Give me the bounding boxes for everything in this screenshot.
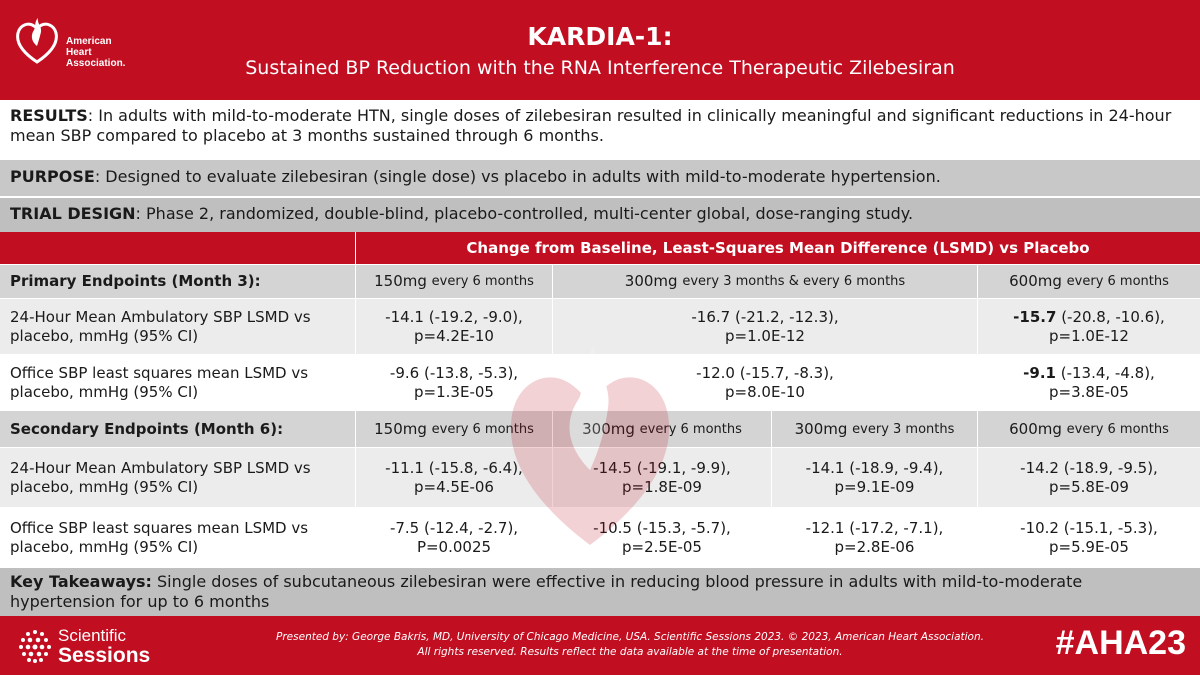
scientific-sessions-logo <box>18 626 168 671</box>
p-value: p=1.3E-05 <box>414 382 494 401</box>
results-table <box>0 232 1200 568</box>
row-label: Office SBP least squares mean LSMD vs placebo, mmHg (95% CI) <box>0 508 355 568</box>
confidence-interval: (-13.4, -4.8), <box>1055 363 1155 382</box>
data-cell <box>356 299 552 354</box>
key-takeaways-text: Single doses of subcutaneous zilebesiran were effective in reducing blood pressure in adults with mild-to-moderate hypertension for up to 6 months <box>10 572 1083 611</box>
estimate: -7.5 (-12.4, -2.7), <box>389 519 519 537</box>
p-value: p=1.0E-12 <box>1049 326 1129 345</box>
estimate: -10.5 (-15.3, -5.7), <box>593 519 731 537</box>
primary-endpoints-label: Primary Endpoints (Month 3): <box>0 265 355 298</box>
credit-line2: All rights reserved. Results reflect the data available at the time of presentation. <box>417 646 843 658</box>
data-cell <box>356 448 552 507</box>
dose: 300mg <box>582 419 635 438</box>
dot-globe-icon <box>18 628 52 664</box>
dose: 150mg <box>374 419 427 438</box>
data-cell <box>978 355 1200 410</box>
frequency: every 6 months <box>431 274 534 289</box>
hashtag: #AHA23 <box>1055 624 1186 662</box>
frequency: every 3 months & every 6 months <box>682 274 906 289</box>
data-cell <box>772 448 977 507</box>
confidence-interval: (-19.2, -9.0), <box>423 307 523 326</box>
results-text: : In adults with mild-to-moderate HTN, single doses of zilebesiran resulted in clinically meaningful and significant reductions in 24-hour mean SBP compared to placebo at 3 months sustained through 6 months. <box>10 106 1172 145</box>
data-cell <box>553 299 977 354</box>
secondary-col-header <box>978 411 1200 447</box>
confidence-interval: (-20.8, -10.6), <box>1056 307 1165 326</box>
estimate: -14.1 (-18.9, -9.4), <box>805 458 944 477</box>
dose: 300mg <box>794 419 848 438</box>
p-value: p=5.8E-09 <box>1049 477 1129 496</box>
purpose-text: : Designed to evaluate zilebesiran (single dose) vs placebo in adults with mild-to-moderate hypertension. <box>94 167 941 186</box>
dose: 600mg <box>1009 272 1062 290</box>
row-label: Office SBP least squares mean LSMD vs placebo, mmHg (95% CI) <box>0 355 355 410</box>
data-cell <box>553 448 771 507</box>
header-banner <box>0 0 1200 100</box>
secondary-col-header <box>772 411 977 447</box>
estimate: -9.1 <box>1023 363 1056 382</box>
estimate: -12.0 <box>696 363 735 382</box>
data-cell <box>553 355 977 410</box>
data-cell <box>978 508 1200 568</box>
trial-design-label: TRIAL DESIGN <box>10 204 136 223</box>
p-value: p=2.5E-05 <box>622 538 702 556</box>
row-label: 24-Hour Mean Ambulatory SBP LSMD vs placebo, mmHg (95% CI) <box>0 299 355 354</box>
primary-col-header <box>553 265 977 298</box>
estimate: -14.2 (-18.9, -9.5), <box>1020 458 1158 477</box>
p-value: p=4.5E-06 <box>414 477 494 496</box>
p-value: P=0.0025 <box>416 538 492 556</box>
frequency: every 6 months <box>431 421 534 437</box>
estimate: -9.6 <box>389 363 420 382</box>
data-cell <box>553 508 771 568</box>
row-label: 24-Hour Mean Ambulatory SBP LSMD vs placebo, mmHg (95% CI) <box>0 448 355 507</box>
estimate: -16.7 <box>691 307 731 326</box>
aha-logo-text: American Heart Association. <box>66 36 126 69</box>
frequency: every 3 months <box>852 421 955 437</box>
purpose-band <box>0 160 1200 196</box>
page-subtitle: Sustained BP Reduction with the RNA Interference Therapeutic Zilebesiran <box>245 57 955 79</box>
key-takeaways-label: Key Takeaways: <box>10 572 152 591</box>
estimate: -11.1 (-15.8, -6.4), <box>385 458 523 477</box>
presenter-credit <box>200 630 1060 660</box>
primary-col-header <box>356 265 552 298</box>
data-cell <box>978 448 1200 507</box>
estimate: -15.7 <box>1013 307 1057 326</box>
confidence-interval: (-15.7, -8.3), <box>734 363 834 382</box>
p-value: p=5.9E-05 <box>1049 538 1129 556</box>
confidence-interval: (-21.2, -12.3), <box>730 307 839 326</box>
table-header-title: Change from Baseline, Least-Squares Mean Difference (LSMD) vs Placebo <box>356 232 1200 264</box>
dose: 300mg <box>624 272 678 290</box>
results-label: RESULTS <box>10 106 88 125</box>
secondary-endpoints-label: Secondary Endpoints (Month 6): <box>0 411 355 447</box>
trial-design-band <box>0 198 1200 232</box>
p-value: p=9.1E-09 <box>834 477 915 496</box>
page-title: KARDIA-1: <box>527 22 673 51</box>
results-band <box>0 106 1200 158</box>
dose: 150mg <box>374 272 427 290</box>
data-cell <box>978 299 1200 354</box>
p-value: p=4.2E-10 <box>414 326 494 345</box>
data-cell <box>772 508 977 568</box>
secondary-col-header <box>356 411 552 447</box>
data-cell <box>356 355 552 410</box>
frequency: every 6 months <box>1066 274 1169 289</box>
estimate: -10.2 (-15.1, -5.3), <box>1020 519 1158 537</box>
p-value: p=1.0E-12 <box>725 326 805 345</box>
confidence-interval: (-13.8, -5.3), <box>419 363 519 382</box>
p-value: p=3.8E-05 <box>1049 382 1129 401</box>
dose: 600mg <box>1009 419 1062 438</box>
key-takeaways-band <box>0 568 1200 616</box>
data-cell <box>356 508 552 568</box>
p-value: p=1.8E-09 <box>622 477 702 496</box>
p-value: p=2.8E-06 <box>834 538 915 556</box>
credit-line1: Presented by: George Bakris, MD, University of Chicago Medicine, USA. Scientific Sessions 2023. © 2023, American Heart Association. <box>276 631 984 643</box>
table-header-blank <box>0 232 355 264</box>
estimate: -12.1 (-17.2, -7.1), <box>805 519 944 537</box>
brand-line1: Scientific <box>58 626 127 645</box>
trial-design-text: : Phase 2, randomized, double-blind, placebo-controlled, multi-center global, dose-ranging study. <box>135 204 914 223</box>
estimate: -14.5 (-19.1, -9.9), <box>593 458 731 477</box>
estimate: -14.1 <box>385 307 424 326</box>
primary-col-header <box>978 265 1200 298</box>
p-value: p=8.0E-10 <box>725 382 805 401</box>
secondary-col-header <box>553 411 771 447</box>
frequency: every 6 months <box>1066 421 1169 437</box>
footer-banner <box>0 616 1200 675</box>
purpose-label: PURPOSE <box>10 167 95 186</box>
brand-line2: Sessions <box>58 644 151 667</box>
frequency: every 6 months <box>639 421 742 437</box>
